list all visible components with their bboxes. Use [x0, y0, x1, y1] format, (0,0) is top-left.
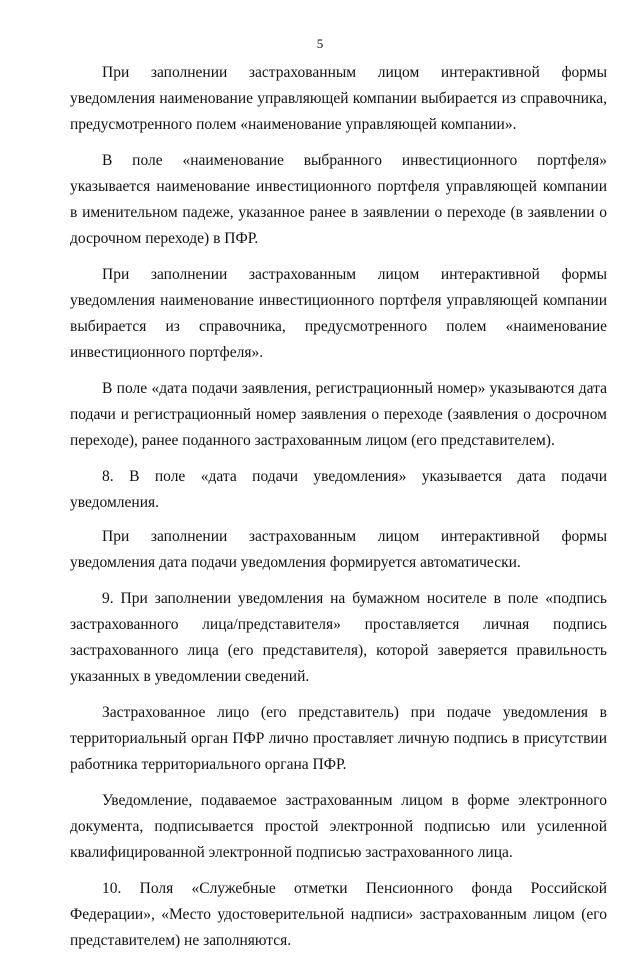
- paragraph-notification-date-auto: При заполнении застрахованным лицом интерактивной формы уведомления дата подачи уведомления формируется автоматически.: [70, 528, 607, 571]
- paragraph-portfolio-name-field: В поле «наименование выбранного инвестиционного портфеля» указывается наименование инвестиционного портфеля управляющей компании в именительном падеже, указанное ранее в заявлении о переходе (в заявлении о досрочном переходе) в ПФР.: [70, 152, 607, 247]
- document-body: [70, 60, 607, 964]
- paragraph-item-8: 8. В поле «дата подачи уведомления» указывается дата подачи уведомления.: [70, 468, 607, 511]
- page-number: 5: [316, 36, 324, 51]
- paragraph-item-9: 9. При заполнении уведомления на бумажном носителе в поле «подпись застрахованного лица/представителя» проставляется личная подпись застрахованного лица (его представителя), которой заверяется правильность указанных в уведомлении сведений.: [70, 590, 607, 685]
- paragraph-application-date-field: В поле «дата подачи заявления, регистрационный номер» указываются дата подачи и регистрационный номер заявления о переходе (заявления о досрочном переходе), ранее поданного застрахованным лицом (его представителем).: [70, 380, 607, 449]
- paragraph-item-10: 10. Поля «Служебные отметки Пенсионного фонда Российской Федерации», «Место удостоверительной надписи» застрахованным лицом (его представителем) не заполняются.: [70, 880, 607, 949]
- paragraph-portfolio-name-selection: При заполнении застрахованным лицом интерактивной формы уведомления наименование инвестиционного портфеля управляющей компании выбирается из справочника, предусмотренного полем «наименование инвестиционного портфеля».: [70, 266, 607, 361]
- paragraph-signature-in-person: Застрахованное лицо (его представитель) при подаче уведомления в территориальный орган ПФР лично проставляет личную подпись в присутствии работника территориального органа ПФР.: [70, 704, 607, 773]
- paragraph-electronic-signature: Уведомление, подаваемое застрахованным лицом в форме электронного документа, подписывается простой электронной подписью или усиленной квалифицированной электронной подписью застрахованного лица.: [70, 792, 607, 861]
- paragraph-management-company-selection: При заполнении застрахованным лицом интерактивной формы уведомления наименование управляющей компании выбирается из справочника, предусмотренного полем «наименование управляющей компании».: [70, 64, 607, 133]
